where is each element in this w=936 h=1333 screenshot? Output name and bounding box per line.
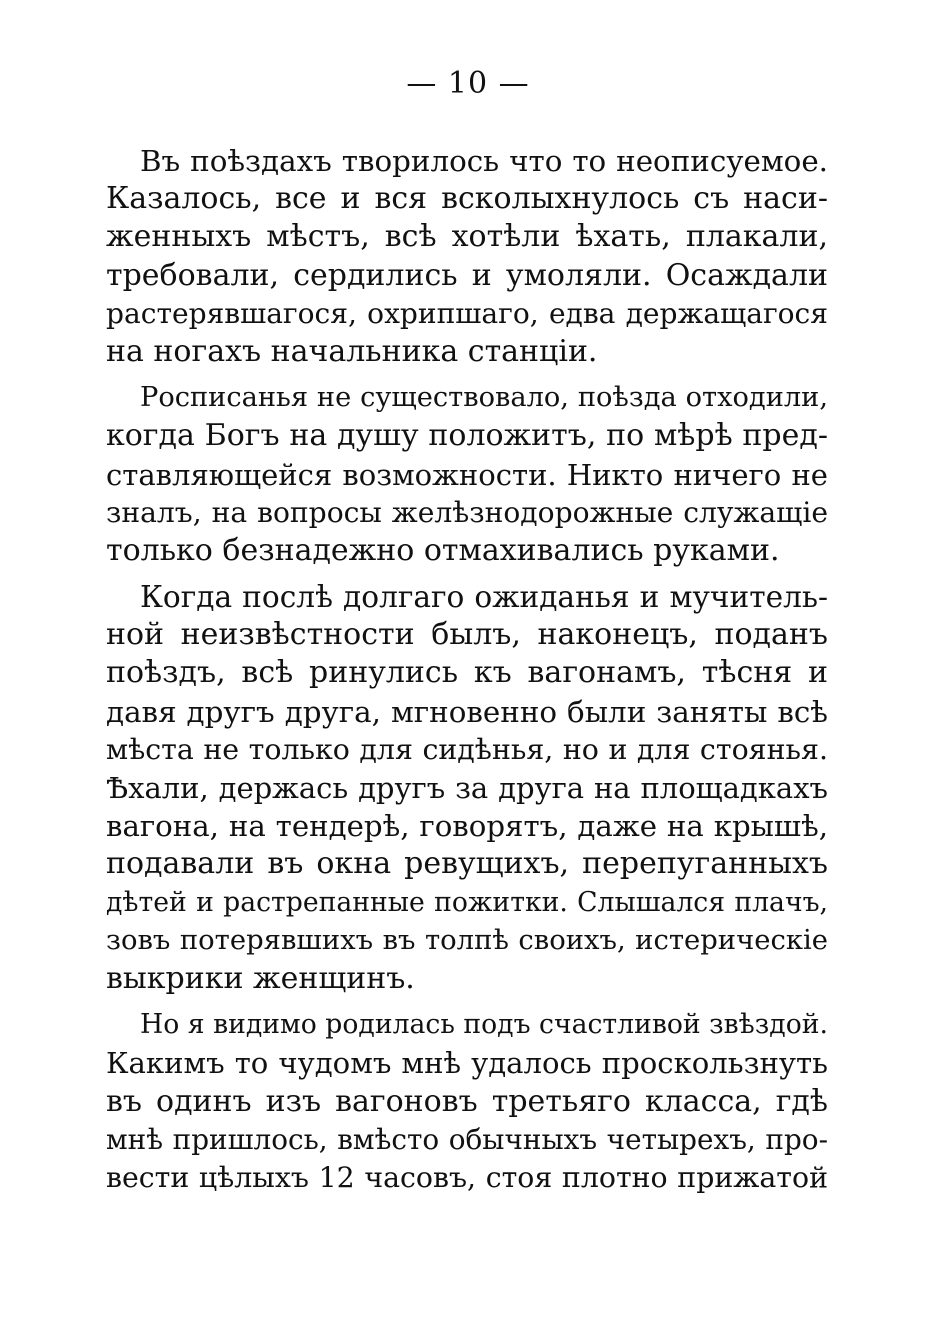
- text-line: дѣтей и растрепанные пожитки. Слышался плачъ,: [106, 886, 828, 918]
- text-line: выкрики женщинъ.: [106, 960, 415, 996]
- text-line: мѣста не только для сидѣнья, но и для стоянья.: [106, 732, 828, 766]
- text-line: Но я видимо родилась подъ счастливой звѣздой.: [140, 1009, 828, 1041]
- paragraph-3: [106, 578, 828, 998]
- text-line: Какимъ то чудомъ мнѣ удалось проскользнуть: [106, 1046, 828, 1081]
- paragraph-1: [106, 142, 828, 371]
- text-line: поѣздъ, всѣ ринулись къ вагонамъ, тѣсня и: [106, 655, 828, 691]
- text-line: ставляющейся возможности. Никто ничего не: [106, 457, 828, 492]
- text-line: ной неизвѣстности былъ, наконецъ, поданъ: [106, 617, 828, 653]
- text-line: Росписанья не существовало, поѣзда отходили,: [140, 382, 828, 414]
- text-line: растерявшагося, охрипшаго, едва держащагося: [106, 296, 828, 330]
- text-line: когда Богъ на душу положитъ, по мѣрѣ пред-: [106, 418, 828, 454]
- paragraph-2: [106, 379, 828, 570]
- page-number: — 10 —: [406, 66, 530, 101]
- text-line: зналъ, на вопросы желѣзнодорожные служащіе: [106, 495, 828, 529]
- text-line: зовъ потерявшихъ въ толпѣ своихъ, истерическіе: [106, 924, 828, 956]
- text-line: на ногахъ начальника станціи.: [106, 333, 598, 369]
- body-text: [106, 142, 828, 1205]
- text-line: подавали въ окна ревущихъ, перепуганныхъ: [106, 846, 828, 882]
- text-line: вагона, на тендерѣ, говорятъ, даже на крышѣ,: [106, 809, 828, 844]
- text-line: въ одинъ изъ вагоновъ третьяго класса, гдѣ: [106, 1083, 828, 1119]
- text-line: мнѣ пришлось, вмѣсто обычныхъ четырехъ, про-: [106, 1122, 828, 1156]
- paragraph-4: [106, 1006, 828, 1197]
- text-line: требовали, сердились и умоляли. Осаждали: [106, 257, 828, 293]
- text-line: только безнадежно отмахивались руками.: [106, 532, 780, 568]
- text-line: Когда послѣ долгаго ожиданья и мучитель-: [140, 580, 828, 615]
- text-line: женныхъ мѣстъ, всѣ хотѣли ѣхать, плакали,: [106, 219, 828, 255]
- text-line: Казалось, все и вся всколыхнулось съ наси-: [106, 181, 828, 217]
- text-line: Въ поѣздахъ творилось что то неописуемое.: [140, 144, 828, 178]
- text-line: Ѣхали, держась другъ за друга на площадкахъ: [106, 771, 828, 805]
- text-line: давя другъ друга, мгновенно были заняты всѣ: [106, 694, 828, 729]
- text-line: вести цѣлыхъ 12 часовъ, стоя плотно прижатой: [106, 1160, 828, 1194]
